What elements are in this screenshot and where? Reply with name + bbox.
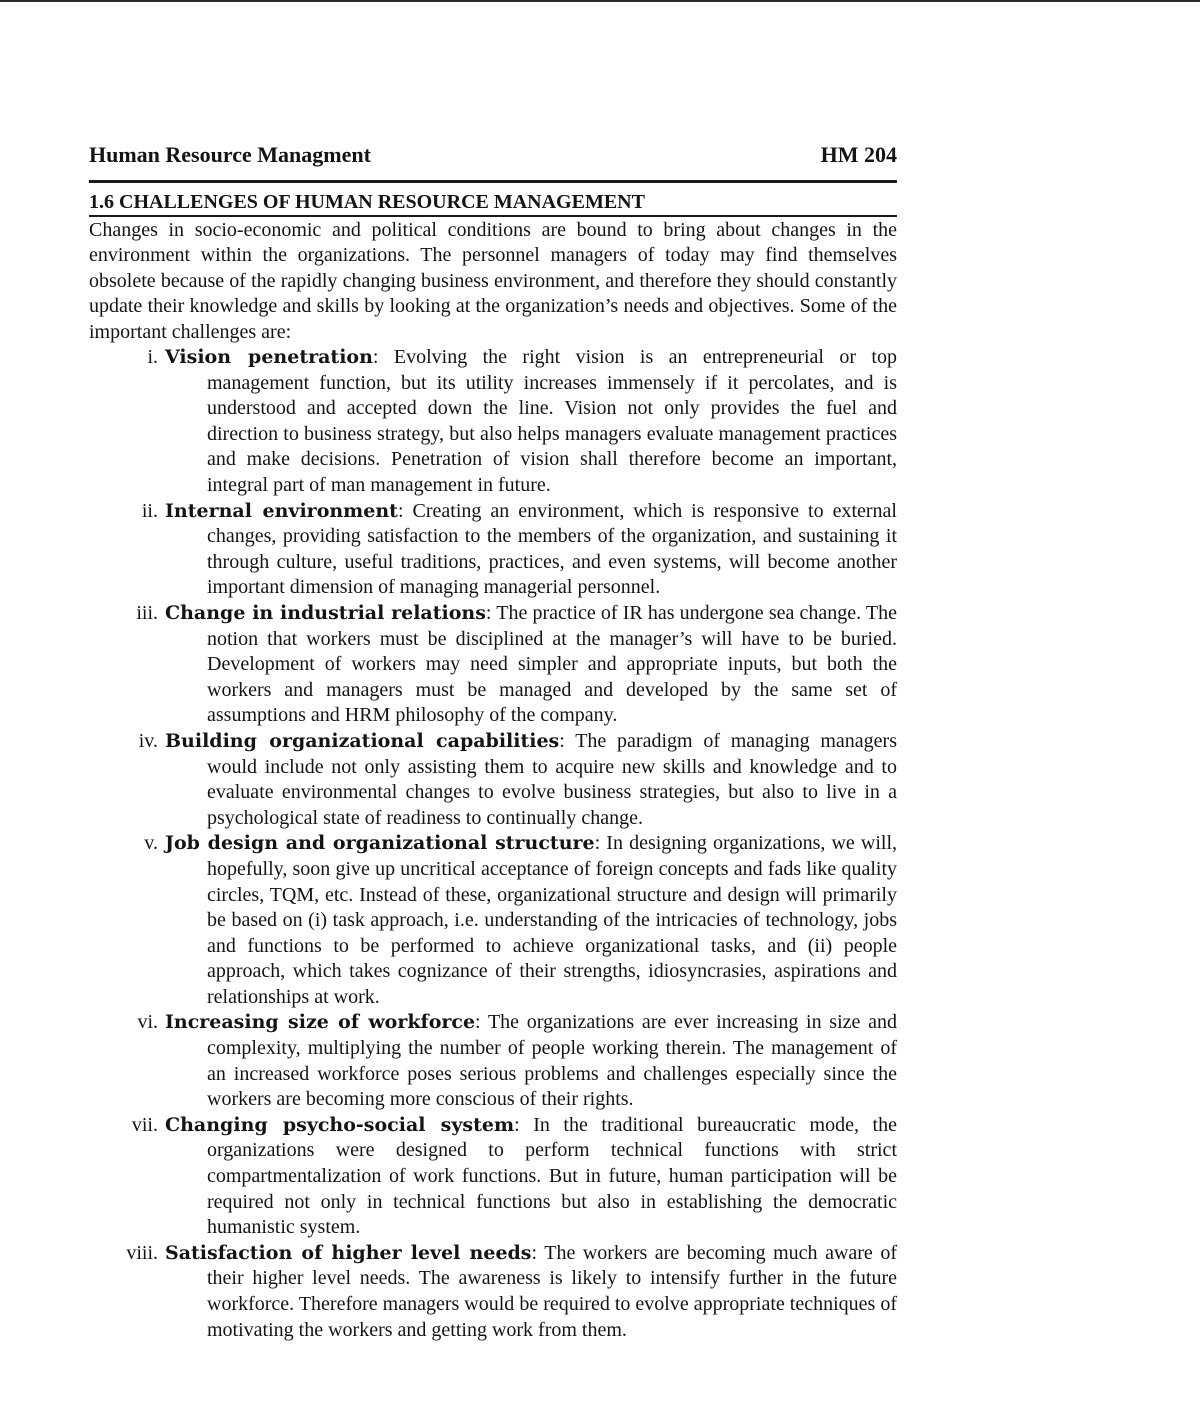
item-text: : Evolving the right vision is an entrepreneurial or top management function, but its utility increases immensely if it percolates, and is understood and accepted down the line. Vision not only provides the fuel and direction to business strategy, but also helps managers evaluate management practices and make decisions. Penetration of vision shall therefore become an important, integral part of man management in future. bbox=[207, 346, 897, 496]
item-numeral: ii. bbox=[141, 499, 158, 522]
challenges-list bbox=[89, 345, 897, 1343]
item-numeral: vi. bbox=[137, 1011, 158, 1034]
course-code: HM 204 bbox=[820, 142, 897, 167]
item-text: : The organizations are ever increasing in size and complexity, multiplying the number of people working therein. The management of an increased workforce poses serious problems and challenges especially since the workers are becoming more conscious of their rights. bbox=[207, 1011, 897, 1111]
challenge-item bbox=[89, 831, 897, 1010]
challenge-item bbox=[89, 729, 897, 831]
challenge-item bbox=[89, 1010, 897, 1112]
challenge-item bbox=[89, 345, 897, 499]
challenge-item bbox=[89, 1241, 897, 1343]
item-numeral: vii. bbox=[131, 1113, 158, 1136]
intro-paragraph: Changes in socio-economic and political conditions are bound to bring about changes in the environment within the organizations. The personnel managers of today may find themselves obsolete because of the rapidly changing business environment, and therefore they should constantly update their knowledge and skills by looking at the organization’s needs and objectives. Some of the important challenges are: bbox=[89, 219, 897, 343]
item-numeral: viii. bbox=[126, 1241, 158, 1264]
item-numeral: iv. bbox=[138, 729, 158, 752]
item-term: Vision penetration bbox=[165, 346, 373, 369]
course-title: Human Resource Managment bbox=[89, 142, 371, 167]
item-term: Building organizational capabilities bbox=[165, 729, 560, 752]
top-edge-rule bbox=[0, 0, 1200, 2]
item-text: : The paradigm of managing managers would include not only assisting them to acquire new skills and knowledge and to evaluate environmental changes to evolve business strategies, but also to live in a psychological state of readiness to continually change. bbox=[207, 729, 897, 829]
item-text: : In designing organizations, we will, hopefully, soon give up uncritical acceptance of foreign concepts and fads like quality circles, TQM, etc. Instead of these, organizational structure and design will primarily be based on (i) task approach, i.e. understanding of the intricacies of technology, jobs and functions to be performed to achieve organizational tasks, and (ii) people approach, which takes cognizance of their strengths, idiosyncrasies, aspirations and relationships at work. bbox=[207, 832, 898, 1008]
item-numeral: v. bbox=[144, 832, 158, 855]
item-term: Internal environment bbox=[165, 499, 398, 522]
item-numeral: i. bbox=[147, 346, 158, 369]
running-header bbox=[89, 138, 897, 183]
section-heading: 1.6 CHALLENGES OF HUMAN RESOURCE MANAGEMENT bbox=[89, 183, 897, 217]
item-term: Job design and organizational structure bbox=[165, 832, 595, 855]
document-page bbox=[89, 138, 897, 1343]
item-text: : Creating an environment, which is responsive to external changes, providing satisfaction to the members of the organization, and sustaining it through culture, useful traditions, practices, and even systems, will become another important dimension of managing managerial personnel. bbox=[207, 499, 897, 599]
item-text: : The practice of IR has undergone sea change. The notion that workers must be disciplined at the manager’s will have to be buried. Development of workers may need simpler and appropriate inputs, but both the workers and managers must be managed and developed by the same set of assumptions and HRM philosophy of the company. bbox=[207, 601, 898, 727]
challenge-item bbox=[89, 1113, 897, 1241]
challenge-item bbox=[89, 601, 897, 729]
challenge-item bbox=[89, 499, 897, 601]
item-term: Satisfaction of higher level needs bbox=[165, 1241, 532, 1264]
item-numeral: iii. bbox=[136, 601, 158, 624]
item-term: Change in industrial relations bbox=[165, 601, 486, 624]
item-term: Changing psycho-social system bbox=[165, 1113, 515, 1136]
item-text: : The workers are becoming much aware of their higher level needs. The awareness is likely to intensify further in the future workforce. Therefore managers would be required to evolve appropriate techniques of motivating the workers and getting work from them. bbox=[207, 1241, 897, 1341]
item-term: Increasing size of workforce bbox=[165, 1011, 476, 1034]
item-text: : In the traditional bureaucratic mode, the organizations were designed to perform technical functions with strict compartmentalization of work functions. But in future, human participation will be required not only in technical functions but also in establishing the democratic humanistic system. bbox=[207, 1113, 897, 1239]
